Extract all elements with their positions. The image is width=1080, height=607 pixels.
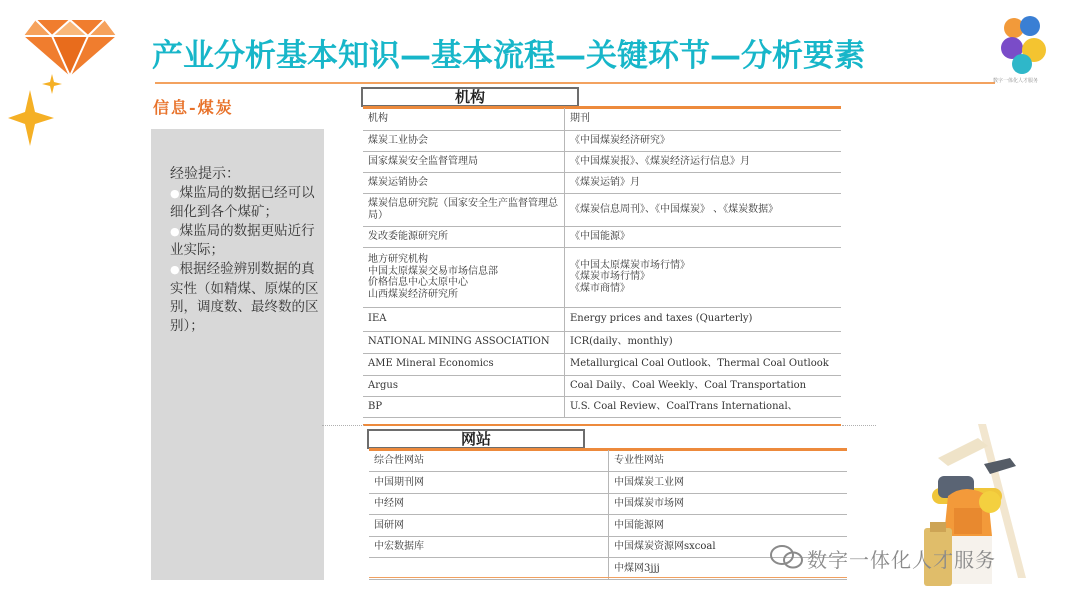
- special-site-cell: 中国煤炭工业网: [609, 472, 848, 494]
- publication-cell: 《中国太原煤炭市场行情》 《煤炭市场行情》 《煤市商情》: [565, 247, 842, 307]
- tips-item: ●煤监局的数据更贴近行业实际；: [170, 222, 315, 259]
- diamond-icon: [22, 18, 118, 78]
- general-site-cell: 中宏数据库: [369, 536, 609, 558]
- column-header: 专业性网站: [609, 450, 848, 472]
- publication-cell: U.S. Coal Review、CoalTrans International、: [565, 396, 842, 417]
- brand-logo-icon: [996, 14, 1052, 76]
- table-row: [363, 396, 841, 417]
- institution-cell: Argus: [363, 375, 565, 396]
- watermark-text: 数字一体化人才服务: [807, 548, 996, 572]
- table-row: [363, 375, 841, 396]
- sparkle-icon: [8, 72, 64, 148]
- special-site-cell: 中国煤炭资源网sxcoal: [609, 536, 848, 558]
- publication-cell: Metallurgical Coal Outlook、Thermal Coal Outlook: [565, 353, 842, 375]
- institution-cell: AME Mineral Economics: [363, 353, 565, 375]
- institutions-header: 机构: [361, 87, 579, 107]
- column-header: 综合性网站: [369, 450, 609, 472]
- institution-cell: NATIONAL MINING ASSOCIATION: [363, 331, 565, 353]
- institution-cell: 国家煤炭安全监督管理局: [363, 151, 565, 172]
- column-header: 机构: [363, 108, 565, 130]
- table-row: [363, 151, 841, 172]
- publication-cell: 《煤炭运销》月: [565, 172, 842, 193]
- tips-text: [170, 165, 320, 335]
- general-site-cell: 中国期刊网: [369, 472, 609, 494]
- table-row: [363, 331, 841, 353]
- websites-header-row: [369, 450, 847, 472]
- table-row: [369, 515, 847, 537]
- publication-cell: 《中国煤炭报》、《煤炭经济运行信息》月: [565, 151, 842, 172]
- general-site-cell: [369, 558, 609, 580]
- table-row: [363, 226, 841, 247]
- general-site-cell: 中经网: [369, 493, 609, 515]
- special-site-cell: 中国能源网: [609, 515, 848, 537]
- institutions-bottom-rule: [363, 424, 841, 426]
- table-row: [363, 353, 841, 375]
- institution-cell: 煤炭信息研究院（国家安全生产监督管理总局）: [363, 193, 565, 226]
- institutions-header-row: [363, 108, 841, 130]
- bullet-icon: ●: [170, 262, 180, 276]
- institution-cell: 煤炭运销协会: [363, 172, 565, 193]
- table-row: [369, 493, 847, 515]
- wechat-icon: [770, 544, 804, 570]
- section-subtitle: 信息-煤炭: [153, 98, 234, 117]
- table-row: [363, 172, 841, 193]
- websites-bottom-rule: [369, 577, 847, 578]
- bullet-icon: ●: [170, 186, 180, 200]
- institution-cell: 煤炭工业协会: [363, 130, 565, 151]
- special-site-cell: 中煤网3jjj: [609, 558, 848, 580]
- dotted-divider: [322, 425, 364, 426]
- table-row: [363, 193, 841, 226]
- logo-caption: 数字一体化人才服务: [993, 78, 1039, 84]
- column-header: 期刊: [565, 108, 842, 130]
- table-row: [363, 247, 841, 307]
- publication-cell: Coal Daily、Coal Weekly、Coal Transportation: [565, 375, 842, 396]
- tips-item: ●根据经验辨别数据的真实性（如精煤、原煤的区别，调度数、最终数的区别）；: [170, 260, 319, 334]
- table-row: [363, 307, 841, 331]
- header-divider: [155, 82, 995, 84]
- publication-cell: 《中国能源》: [565, 226, 842, 247]
- publication-cell: ICR(daily、monthly): [565, 331, 842, 353]
- institution-cell: 发改委能源研究所: [363, 226, 565, 247]
- table-row: [363, 130, 841, 151]
- page-title: 产业分析基本知识—基本流程—关键环节—分析要素: [152, 38, 865, 74]
- special-site-cell: 中国煤炭市场网: [609, 493, 848, 515]
- dotted-divider: [842, 425, 876, 426]
- institution-cell: 地方研究机构 中国太原煤炭交易市场信息部 价格信息中心太原中心 山西煤炭经济研究所: [363, 247, 565, 307]
- publication-cell: Energy prices and taxes (Quarterly): [565, 307, 842, 331]
- general-site-cell: 国研网: [369, 515, 609, 537]
- institutions-table: [363, 108, 841, 418]
- websites-header: 网站: [367, 429, 585, 449]
- bullet-icon: ●: [170, 224, 180, 238]
- publication-cell: 《中国煤炭经济研究》: [565, 130, 842, 151]
- publication-cell: 《煤炭信息周刊》、《中国煤炭》 、《煤炭数据》: [565, 193, 842, 226]
- institution-cell: BP: [363, 396, 565, 417]
- institution-cell: IEA: [363, 307, 565, 331]
- tips-item: ●煤监局的数据已经可以细化到各个煤矿；: [170, 184, 315, 221]
- table-row: [369, 472, 847, 494]
- tips-heading: 经验提示：: [170, 166, 240, 182]
